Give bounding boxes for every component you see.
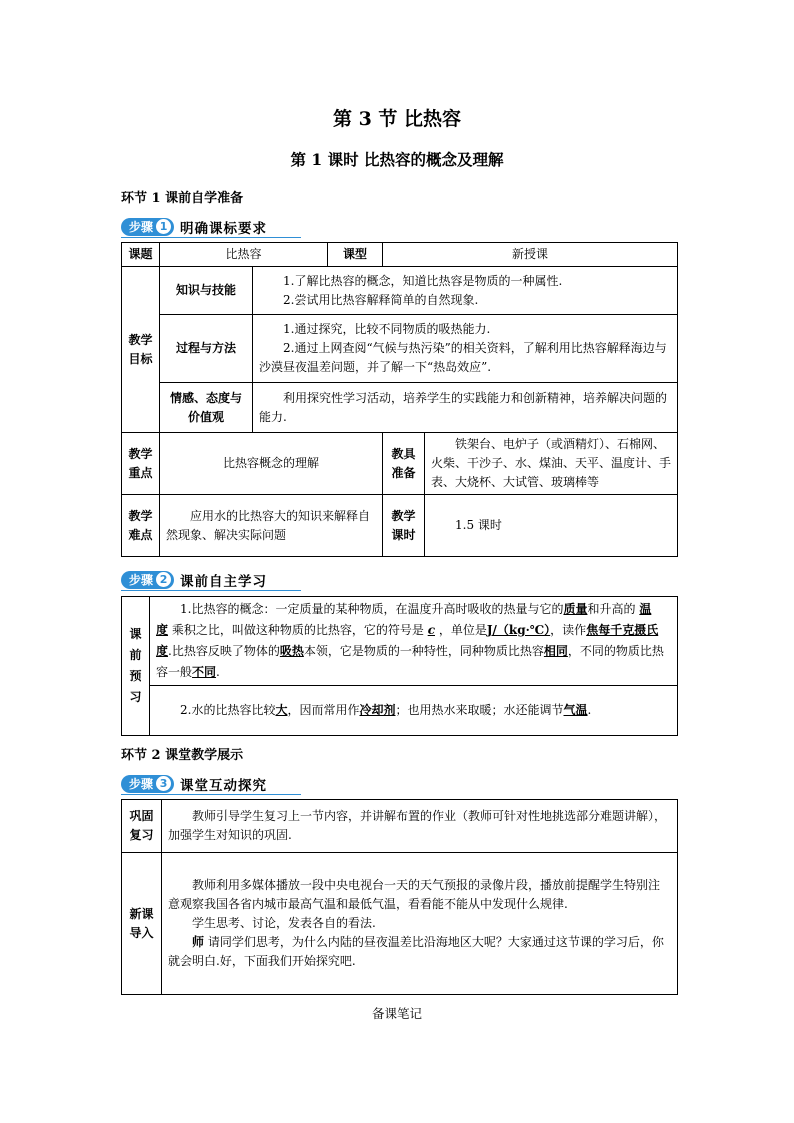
q1-answer-3-symbol: c (427, 623, 435, 637)
q1-text-7: 本领，它是物质的一种特性，同种物质比热容 (303, 644, 544, 658)
step-3-pill-label: 步骤 (129, 777, 154, 791)
q1-answer-7: 相同 (543, 644, 568, 658)
q1-text-8: ，不同的物质比热容一般 (156, 644, 664, 679)
q1-answer-6: 吸热 (279, 644, 304, 658)
step-1-title: 明确课标要求 (180, 220, 268, 237)
key-point-content: 比热容概念的理解 (160, 433, 383, 495)
q2-text-2: ，因而常用作 (287, 703, 360, 717)
preview-label: 课前预习 (122, 597, 150, 736)
step-2-header (121, 570, 267, 589)
q2-answer-2: 冷却剂 (359, 703, 396, 717)
step-1-header (121, 217, 267, 236)
preview-question-2 (150, 686, 678, 736)
goal-process-line-1: 1.通过探究，比较不同物质的吸热能力. (283, 322, 491, 336)
new-lesson-para-3 (168, 933, 671, 971)
step-3-underline (121, 794, 301, 795)
course-type-label: 课型 (328, 243, 383, 267)
teacher-marker: 师 (192, 935, 205, 949)
step-2-pill-label: 步骤 (129, 573, 154, 587)
course-title-label: 课题 (122, 243, 160, 267)
section-heading-1: 环节 1 课前自学准备 (121, 191, 244, 206)
step-1-pill-label: 步骤 (129, 220, 154, 234)
goal-attitude-content: 利用探究性学习活动，培养学生的实践能力和创新精神，培养解决问题的能力. (253, 383, 678, 433)
q2-answer-1: 大 (275, 703, 288, 717)
preview-table (121, 596, 678, 736)
teaching-tools-content: 铁架台、电炉子（或酒精灯）、石棉网、火柴、干沙子、水、煤油、天平、温度计、手表、大烧杯、大试管、玻璃棒等 (425, 433, 678, 495)
course-title-value: 比热容 (160, 243, 328, 267)
interactive-inquiry-table (121, 799, 678, 995)
q1-text-3: 乘积之比，叫做这种物质的比热容，它的符号是 (171, 623, 424, 637)
step-2-pill (121, 571, 174, 589)
class-hours-value: 1.5 课时 (425, 495, 678, 557)
review-label: 巩固复习 (122, 800, 162, 853)
goal-attitude-label: 情感、态度与价值观 (160, 383, 253, 433)
step-1-pill (121, 218, 174, 236)
q1-text-6: 比热容反映了物体的 (171, 644, 280, 658)
review-content: 教师引导学生复习上一节内容，并讲解布置的作业（教师可针对性地挑选部分难题讲解），加强学生对知识的巩固. (162, 800, 678, 853)
goal-knowledge-label: 知识与技能 (160, 267, 253, 315)
goal-knowledge-content (253, 267, 678, 315)
step-1-number: 1 (156, 219, 171, 234)
step-2-number: 2 (156, 572, 171, 587)
q1-text-1: 1.比热容的概念：一定质量的某种物质，在温度升高时吸收的热量与它的 (180, 602, 564, 616)
goal-process-content (253, 315, 678, 383)
q2-text-4: . (587, 703, 592, 717)
step-3-header (121, 774, 267, 793)
q2-answer-3: 气温 (563, 703, 588, 717)
new-lesson-label: 新课导入 (122, 853, 162, 995)
q2-text-3: ；也用热水来取暖；水还能调节 (395, 703, 564, 717)
goal-knowledge-line-1: 1.了解比热容的概念，知道比热容是物质的一种属性. (283, 273, 563, 288)
page-title: 第 3 节 比热容 (332, 108, 462, 130)
teaching-goals-label: 教学目标 (122, 267, 160, 433)
q1-text-2: 和升高的 (587, 602, 636, 616)
step-2-title: 课前自主学习 (180, 573, 268, 590)
step-1-underline (121, 237, 301, 238)
q1-text-5: ，读作 (550, 623, 587, 637)
difficulty-content: 应用水的比热容大的知识来解释自然现象、解决实际问题 (160, 495, 383, 557)
new-lesson-content (162, 853, 678, 995)
new-lesson-para-2: 学生思考、讨论，发表各自的看法. (192, 916, 376, 930)
q1-answer-3 (428, 623, 435, 637)
step-2-underline (121, 590, 301, 591)
class-hours-label: 教学课时 (383, 495, 425, 557)
goal-process-line-2: 2.通过上网查阅“气候与热污染”的相关资料，了解利用比热容解释海边与沙漠昼夜温差问题，并了解一下“热岛效应”. (259, 341, 667, 374)
teaching-tools-label: 教具准备 (383, 433, 425, 495)
goal-knowledge-line-2: 2.尝试用比热容解释简单的自然现象. (283, 292, 479, 307)
q1-answer-8: 不同 (192, 665, 217, 679)
q1-answer-2: 温度 (156, 602, 652, 637)
step-3-pill (121, 775, 174, 793)
new-lesson-para-3-text: 请同学们思考，为什么内陆的昼夜温差比沿海地区大呢？大家通过这节课的学习后，你就会明白.好，下面我们开始探究吧. (168, 935, 664, 968)
key-point-label: 教学重点 (122, 433, 160, 495)
page-footer: 备课笔记 (371, 1006, 422, 1021)
q1-answer-1: 质量 (563, 602, 588, 616)
difficulty-label: 教学难点 (122, 495, 160, 557)
course-type-value: 新授课 (383, 243, 678, 267)
step-3-title: 课堂互动探究 (180, 777, 268, 794)
step-3-number: 3 (156, 776, 171, 791)
q1-text-4: ，单位是 (438, 623, 487, 637)
goal-process-label: 过程与方法 (160, 315, 253, 383)
q2-text-1: 2.水的比热容比较 (180, 703, 276, 717)
q1-answer-4: J/（kg·℃） (486, 623, 551, 637)
new-lesson-para-1: 教师利用多媒体播放一段中央电视台一天的天气预报的录像片段，播放前提醒学生特别注意观察我国各省内城市最高气温和最低气温，看看能不能从中发现什么规律. (168, 878, 661, 911)
section-heading-2: 环节 2 课堂教学展示 (121, 748, 244, 763)
page-subtitle: 第 1 课时 比热容的概念及理解 (290, 150, 504, 169)
course-info-table (121, 242, 678, 557)
q1-text-9: . (216, 665, 220, 679)
preview-question-1: 1.比热容的概念：一定质量的某种物质，在温度升高时吸收的热量与它的质量和升高的 温度 乘积之比，叫做这种物质的比热容，它的符号是 c ，单位是J/（kg·℃），读作焦每千克摄氏度.比热容反映了物体的吸热本领，它是物质的一种特性，同种物质比热容相同，不同的物质比热容一般不同. (150, 597, 678, 686)
q1-answer-5: 焦每千克摄氏度 (156, 623, 659, 658)
